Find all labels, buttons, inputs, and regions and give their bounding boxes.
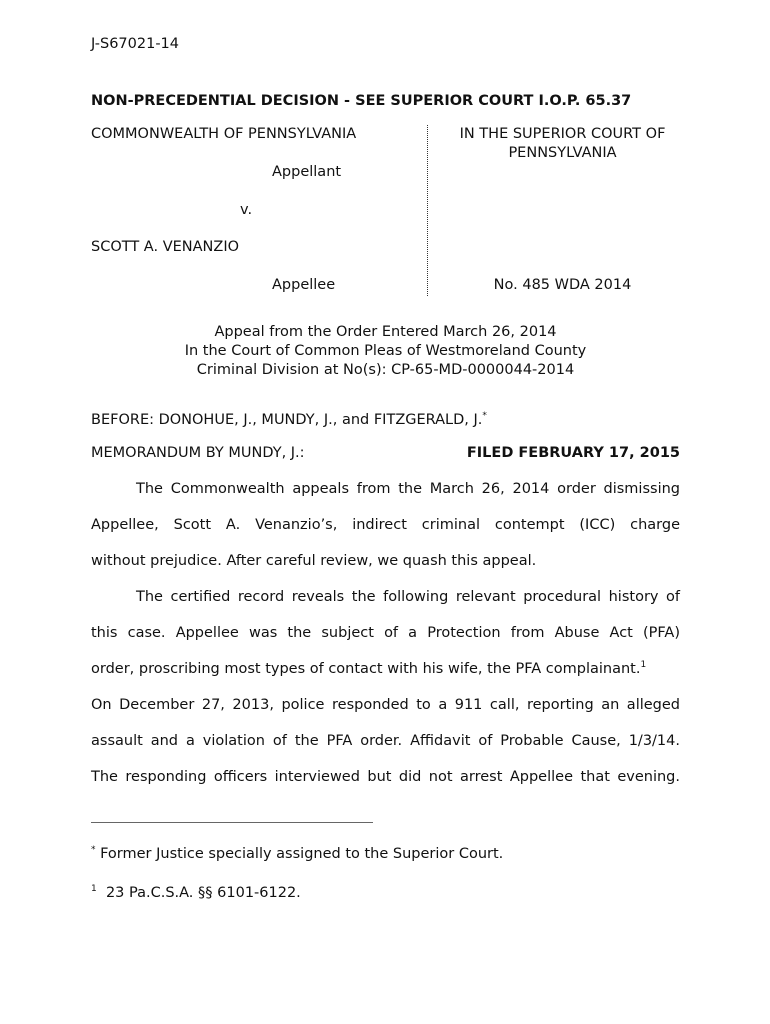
footnote-1-text: 23 Pa.C.S.A. §§ 6101-6122. (105, 885, 301, 901)
footnote-star-mark: * (91, 845, 96, 856)
body-line-7: On December 27, 2013, police responded to a 911 call, reporting an alleged (91, 697, 680, 713)
appeal-line-1: Appeal from the Order Entered March 26, 2014 (214, 324, 557, 340)
role-appellee: Appellee (272, 277, 336, 293)
court-name-line2: PENNSYLVANIA (508, 145, 617, 161)
body-line-6 (91, 661, 646, 677)
footnote-separator (91, 822, 373, 823)
footnote-1-mark: 1 (91, 884, 97, 895)
appeal-line-3: Criminal Division at No(s): CP-65-MD-0000044-2014 (196, 362, 575, 378)
footnote-ref-1: 1 (640, 660, 647, 671)
case-number: No. 485 WDA 2014 (493, 277, 632, 293)
body-line-8: assault and a violation of the PFA order. Affidavit of Probable Cause, 1/3/14. (91, 733, 680, 749)
versus: v. (240, 202, 253, 218)
memorandum-author: MEMORANDUM BY MUNDY, J.: (91, 445, 305, 461)
body-line-9: The responding officers interviewed but did not arrest Appellee that evening. (91, 769, 680, 785)
footnote-1 (91, 885, 301, 901)
appeal-line-2: In the Court of Common Pleas of Westmoreland County (184, 343, 587, 359)
footnote-star (91, 846, 503, 862)
party-commonwealth: COMMONWEALTH OF PENNSYLVANIA (91, 126, 357, 142)
footnote-star-text: Former Justice specially assigned to the Superior Court. (100, 846, 504, 862)
party-venanzio: SCOTT A. VENANZIO (91, 239, 240, 255)
role-appellant: Appellant (272, 164, 342, 180)
caption-divider (427, 125, 428, 296)
before-judges: BEFORE: DONOHUE, J., MUNDY, J., and FITZGERALD, J. (91, 412, 483, 428)
before-line (91, 412, 487, 428)
filed-date: FILED FEBRUARY 17, 2015 (466, 445, 680, 461)
body-line-2: Appellee, Scott A. Venanzio’s, indirect criminal contempt (ICC) charge (91, 517, 680, 533)
docket-id: J-S67021-14 (91, 36, 180, 52)
body-line-5: this case. Appellee was the subject of a Protection from Abuse Act (PFA) (91, 625, 680, 641)
footnote-ref-star: * (482, 411, 487, 422)
non-precedential-notice: NON-PRECEDENTIAL DECISION - SEE SUPERIOR COURT I.O.P. 65.37 (91, 93, 632, 109)
body-line-3: without prejudice. After careful review, we quash this appeal. (91, 553, 537, 569)
court-name-line1: IN THE SUPERIOR COURT OF (459, 126, 666, 142)
body-line-1: The Commonwealth appeals from the March 26, 2014 order dismissing (136, 481, 680, 497)
body-line-6-text: order, proscribing most types of contact with his wife, the PFA complainant. (91, 661, 641, 677)
body-line-4: The certified record reveals the following relevant procedural history of (136, 589, 680, 605)
